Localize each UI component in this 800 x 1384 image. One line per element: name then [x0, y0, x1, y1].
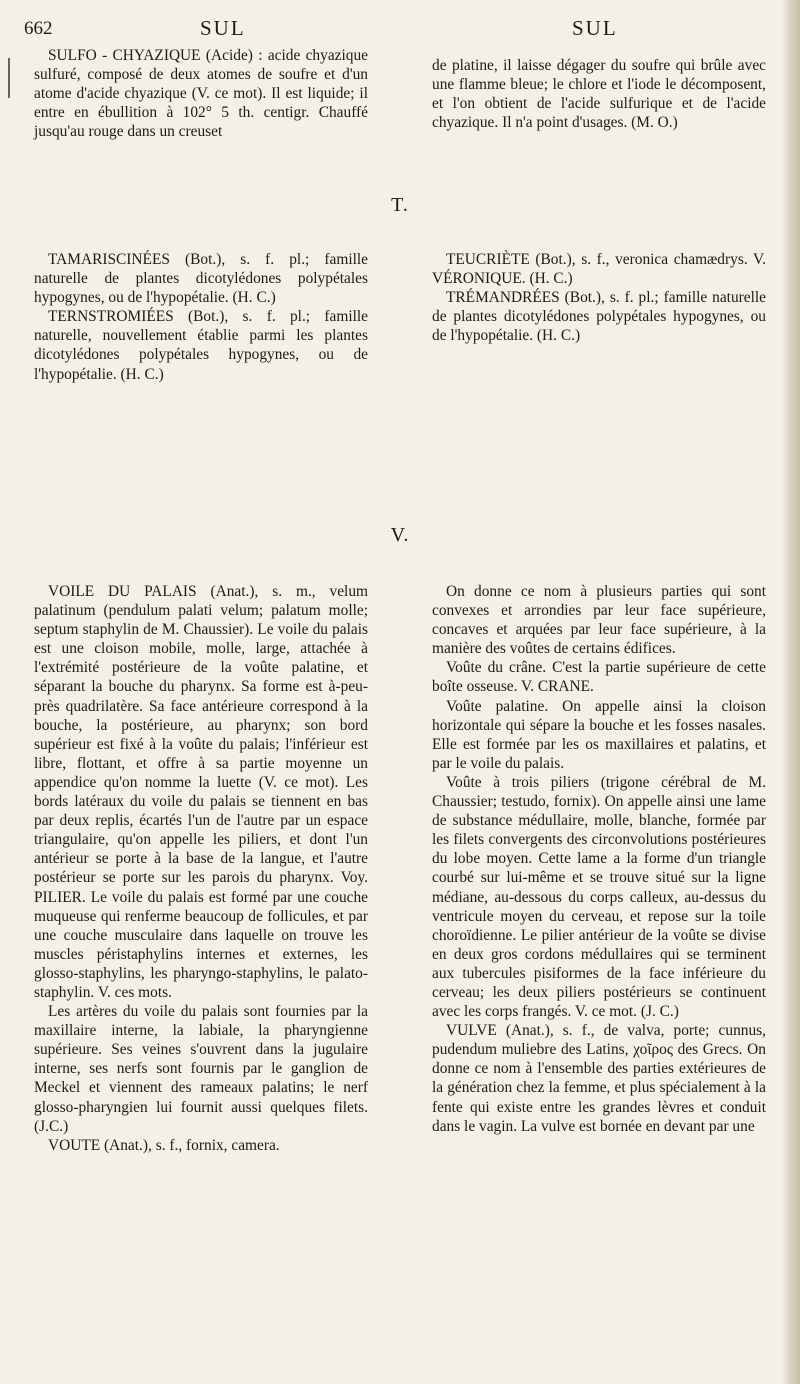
- entry-tremandrees: TRÉMANDRÉES (Bot.), s. f. pl.; famille naturelle de plantes dicotylédones polypétales hypogynes, ou de l'hypopétalie. (H. C.): [432, 289, 766, 345]
- margin-mark: [8, 58, 10, 98]
- voute-palatine: Voûte palatine. On appelle ainsi la cloison horizontale qui sépare la bouche et les fosses nasales. Elle est formée par les os maxillaires et palatins, et par le voile du palais.: [432, 697, 766, 772]
- entry-text: SULFO - CHYAZIQUE (Acide) : acide chyazique sulfuré, composé de deux atomes de soufre et d'un atome d'acide chyazique (V. ce mot). Il est liquide; il entre en ébullition à 102° 5 th. centigr. Chauffé jusqu'au rouge dans un creuset: [34, 47, 368, 141]
- entry-vulve: VULVE (Anat.), s. f., de valva, porte; cunnus, pudendum muliebre des Latins, χοῖρος des Grecs. On donne ce nom à l'ensemble des parties extérieures de la génération chez la femme, et plus spécialement à la fente qui existe entre les grandes lèvres et conduit dans le vagin. La vulve est bornée en devant par une: [432, 1022, 766, 1135]
- column-right-v: [432, 582, 766, 1136]
- entry-text: de platine, il laisse dégager du soufre qui brûle avec une flamme bleue; le chlore et l'iode le décomposent, et l'on obtient de l'acide sulfurique et de l'acide chyazique. Il n'a point d'usages. (M. O.): [432, 57, 766, 132]
- entry-ternstromiees: TERNSTROMIÉES (Bot.), s. f. pl.; famille naturelle, nouvellement établie parmi les plantes dicotylédones polypétales hypogynes, ou de l'hypopétalie. (H. C.): [34, 308, 368, 383]
- entry-voute-heading: VOUTE (Anat.), s. f., fornix, camera.: [48, 1136, 280, 1154]
- entry-tamariscinees: TAMARISCINÉES (Bot.), s. f. pl.; famille naturelle de plantes dicotylédones polypétales hypogynes, ou de l'hypopétalie. (H. C.): [34, 251, 368, 307]
- entry-voile-du-palais: VOILE DU PALAIS (Anat.), s. m., velum palatinum (pendulum palati velum; palatum molle; septum staphylin de M. Chaussier). Le voile du palais est une cloison mobile, molle, large, attachée à l'extrémité postérieure de la voûte palatine, et séparant la bouche du pharynx. Sa forme est à-peu-près quadrilatère. Sa face antérieure correspond à la bouche, la postérieure, au pharynx; son bord supérieur est fixé à la voûte du palais; l'inférieur est libre, flottant, et offre à sa partie moyenne un appendice qu'on nomme la luette (V. ce mot). Les bords latéraux du voile du palais se tiennent en bas par deux replis, écartés l'un de l'autre par un espace triangulaire, qu'on appelle les piliers, et dont l'un antérieur se porte à la base de la langue, et l'autre postérieur se porte sur les parois du pharynx. Voy. PILIER. Le voile du palais est formé par une couche muqueuse qui renferme beaucoup de follicules, et par une couche musculaire dans laquelle on trouve les muscles péristaphylins internes et externes, les glosso-staphylins, les pharyngo-staphylins, le palato-staphylin. V. ces mots.: [34, 583, 368, 1001]
- column-right-t: [432, 250, 766, 345]
- entry-sulfo-chyazique-right: [432, 56, 766, 132]
- voute-du-crane: Voûte du crâne. C'est la partie supérieure de cette boîte osseuse. V. CRANE.: [432, 659, 766, 696]
- page-number: 662: [24, 18, 53, 39]
- column-left-t: [34, 250, 368, 384]
- voute-definition: On donne ce nom à plusieurs parties qui sont convexes et arrondies par leur face supérieure, concaves et arquées par leur face supérieure, à la manière des voûtes de certains édifices.: [432, 583, 766, 658]
- column-left-v: [34, 582, 368, 1155]
- entry-sulfo-chyazique-left: [34, 46, 368, 141]
- running-head-right: SUL: [572, 16, 618, 40]
- section-letter-t: T.: [391, 194, 409, 216]
- entry-teucriete: TEUCRIÈTE (Bot.), s. f., veronica chamædrys. V. VÉRONIQUE. (H. C.): [432, 251, 766, 288]
- section-letter-v: V.: [390, 524, 410, 546]
- entry-voile-arteres: Les artères du voile du palais sont fournies par la maxillaire interne, la labiale, la pharyngienne supérieure. Ses veines s'ouvrent dans la jugulaire interne, ses nerfs sont fournis par le ganglion de Meckel et viennent des rameaux palatins; le nerf glosso-pharyngien lui fournit aussi quelques filets. (J.C.): [34, 1003, 368, 1135]
- running-head-left: SUL: [200, 16, 246, 40]
- voute-a-trois-piliers: Voûte à trois piliers (trigone cérébral de M. Chaussier; testudo, fornix). On appelle ainsi une lame de substance médullaire, molle, blanche, formée par les filets convergents des circonvolutions postérieures du lobe moyen. Cette lame a la forme d'un triangle courbé sur lui-même et se trouve situé sur la ligne médiane, au-dessous du corps calleux, au-dessus du ventricule moyen du cerveau, et repose sur la toile choroïdienne. Le pilier antérieur de la voûte se divise en deux gros cordons médullaires qui se terminent aux tubercules pisiformes de la face inférieure du cerveau; les deux piliers postérieurs se continuent avec les corps frangés. V. ce mot. (J. C.): [432, 773, 766, 1021]
